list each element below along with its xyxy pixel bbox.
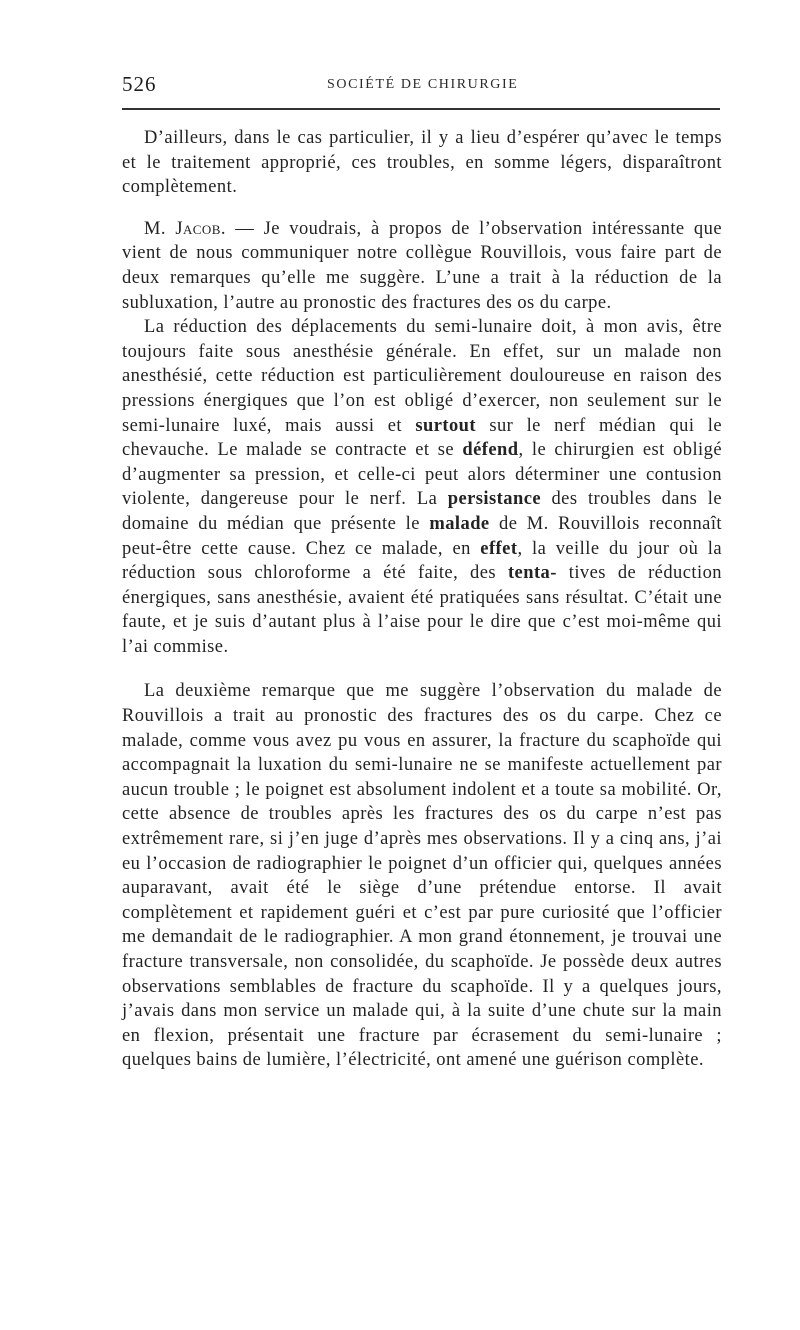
running-title: SOCIÉTÉ DE CHIRURGIE	[327, 77, 519, 92]
paragraph-1: D’ailleurs, dans le cas particulier, il y a lieu d’espérer qu’avec le temps et le traitement approprié, ces troubles, en somme légers, disparaîtront complètement.	[122, 128, 722, 198]
paragraph-gap	[122, 659, 722, 679]
emphasis-persistance: persistance	[447, 489, 542, 510]
paragraph-4: La deuxième remarque que me suggère l’observation du malade de Rouvillois a trait au pronostic des fractures des os du carpe. Chez ce malade, comme vous avez pu vous en assurer, la fracture du scaphoïde qui accompagnait la luxation du semi-lunaire ne se manifeste actuellement par aucun trouble ; le poignet est absolument indolent et a toute sa mobilité. Or, cette absence de troubles après les fractures des os du carpe n’est pas extrêmement rare, si j’en juge d’après mes observations. Il y a cinq ans, j’ai eu l’occasion de radiographier le poignet d’un officier qui, quelques années auparavant, avait été le siège d’une prétendue entorse. Il avait complètement et rapidement guéri et c’est par pure curiosité que l’officier me demandait de le radiographier. A mon grand étonnement, je trouvai une fracture transversale, non consolidée, du scaphoïde. Je possède deux autres observations semblables de fracture du scaphoïde. Il y a quelques jours, j’avais dans mon service un malade qui, à la suite d’une chute sur la main en flexion, présentait une fracture par écrasement du semi-lunaire ; quelques bains de lumière, l’électricité, ont amené une guérison complète.	[122, 681, 722, 1071]
paragraph-2	[122, 217, 722, 315]
body-text	[122, 126, 722, 1073]
header-rule	[122, 108, 720, 110]
emphasis-effet: effet	[480, 538, 518, 559]
emphasis-surtout: surtout	[415, 415, 477, 436]
paragraph-3-part-g: des troubles dans le domaine du médian que présente le	[122, 489, 722, 534]
paragraph-2-text: — Je voudrais, à propos de l’observation intéressante que vient de nous communiquer notre collègue Rouvillois, vous faire part de deux remarques qu’elle me suggère. L’une a trait à la réduction de la subluxation, l’autre au pronostic des fractures des os du carpe.	[122, 218, 722, 313]
paragraph-3-part-e: , le chirurgien est obligé d’augmenter sa pression, et celle-ci peut alors déterminer une contusion violente, dangereuse pour le nerf. La	[122, 440, 722, 510]
speaker-name: M. Jacob.	[144, 218, 226, 239]
paragraph-3	[122, 315, 722, 659]
emphasis-malade: malade	[429, 513, 490, 534]
paragraph-3-part-k: , la veille du jour où la réduction sous chloroforme a été faite, des	[122, 538, 722, 584]
page-number: 526	[122, 72, 157, 96]
emphasis-tentatives: tenta-	[507, 563, 557, 584]
page-header	[122, 70, 722, 100]
paragraph-3-part-c: sur le nerf médian qui le chevauche. Le malade se contracte et se	[122, 415, 722, 461]
paragraph-3-part-i: de M. Rouvillois reconnaît peut-être cette cause. Chez ce malade, en	[122, 513, 723, 559]
paragraph-gap	[122, 200, 722, 217]
paragraph-3-part-a: La réduction des déplacements du semi-lunaire doit, à mon avis, être toujours faite sous anesthésie générale. En effet, sur un malade non anesthésié, cette réduction est particulièrement douloureuse en raison des pressions énergiques que l’on est obligé d’exercer, non seulement sur le semi-lunaire luxé, mais aussi et	[122, 317, 722, 436]
emphasis-defend: défend	[462, 440, 519, 461]
paragraph-3-part-m: tives de réduction énergiques, sans anesthésie, avaient été pratiquées sans résultat. C’était une faute, et je suis d’autant plus à l’aise pour le dire que c’est moi-même qui l’ai commise.	[122, 563, 722, 657]
